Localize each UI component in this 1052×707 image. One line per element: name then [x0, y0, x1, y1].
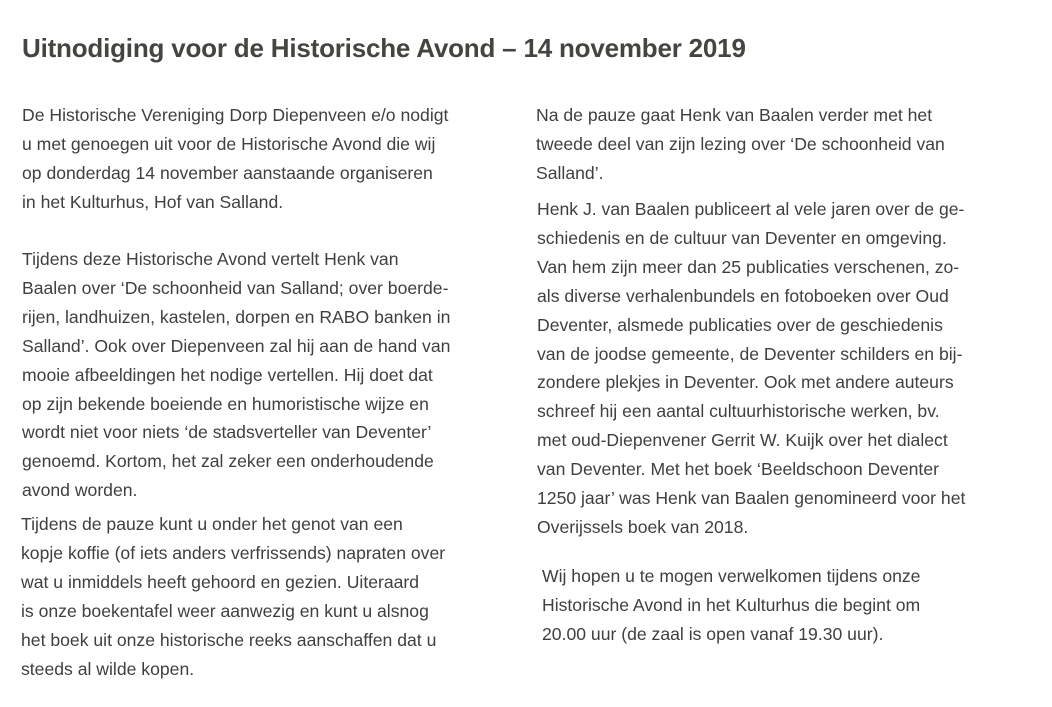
text-line: Baalen over ‘De schoonheid van Salland; over boerde-: [22, 277, 449, 298]
text-line: Henk J. van Baalen publiceert al vele jaren over de ge-: [537, 199, 965, 219]
text-line: Overijssels boek van 2018.: [537, 516, 749, 537]
paragraph-break-info: [21, 510, 445, 683]
text-line: zondere plekjes in Deventer. Ook met andere auteurs: [537, 372, 954, 393]
text-line: Deventer, alsmede publicaties over de geschiedenis: [537, 314, 943, 335]
text-line: van Deventer. Met het boek ‘Beeldschoon Deventer: [537, 459, 939, 480]
text-line: Van hem zijn meer dan 25 publicaties verschenen, zo-: [537, 256, 960, 277]
text-line: tweede deel van zijn lezing over ‘De schoonheid van: [536, 133, 945, 154]
text-line: kopje koffie (of iets anders verfrissends) napraten over: [21, 542, 446, 563]
text-line: u met genoegen uit voor de Historische Avond die wij: [22, 133, 436, 154]
text-line: van de joodse gemeente, de Deventer schilders en bij-: [537, 343, 963, 364]
text-line: is onze boekentafel weer aanwezig en kunt u alsnog: [21, 600, 429, 621]
text-line: Na de pauze gaat Henk van Baalen verder met het: [536, 105, 933, 125]
text-line: genoemd. Kortom, het zal zeker een onderhoudende: [22, 451, 434, 472]
text-line: op donderdag 14 november aanstaande organiseren: [22, 162, 433, 183]
text-line: Historische Avond in het Kulturhus die begint om: [542, 594, 921, 615]
paragraph-speaker-bio: [537, 195, 965, 542]
paragraph-lecture-description: [22, 245, 450, 505]
text-line: op zijn bekende boeiende en humoristische wijze en: [22, 393, 429, 414]
page-title: Uitnodiging voor de Historische Avond – 14 november 2019: [22, 33, 746, 63]
text-line: steeds al wilde kopen.: [21, 658, 195, 679]
text-line: Wij hopen u te mogen verwelkomen tijdens onze: [542, 566, 921, 586]
text-line: schreef hij een aantal cultuurhistorische werken, bv.: [537, 401, 940, 422]
text-line: mooie afbeeldingen het nodige vertellen. Hij doet dat: [22, 364, 433, 385]
text-line: in het Kulturhus, Hof van Salland.: [22, 191, 284, 212]
text-line: het boek uit onze historische reeks aanschaffen dat u: [21, 629, 437, 650]
text-line: Salland’.: [536, 162, 604, 183]
text-line: schiedenis en de cultuur van Deventer en omgeving.: [537, 227, 947, 248]
text-line: Tijdens de pauze kunt u onder het genot van een: [21, 514, 403, 534]
text-line: wat u inmiddels heeft gehoord en gezien. Uiteraard: [21, 571, 420, 592]
text-line: met oud-Diepenvener Gerrit W. Kuijk over het dialect: [537, 430, 948, 451]
text-line: De Historische Vereniging Dorp Diepenveen e/o nodigt: [22, 105, 449, 125]
text-line: avond worden.: [22, 480, 138, 501]
paragraph-closing: [542, 562, 920, 649]
paragraph-invitation: [22, 101, 448, 217]
text-line: 20.00 uur (de zaal is open vanaf 19.30 uur).: [542, 623, 884, 644]
paragraph-after-break: [536, 101, 945, 188]
text-line: 1250 jaar’ was Henk van Baalen genomineerd voor het: [537, 488, 966, 509]
text-line: rijen, landhuizen, kastelen, dorpen en RABO banken in: [22, 306, 451, 327]
text-line: Salland’. Ook over Diepenveen zal hij aan de hand van: [22, 335, 451, 356]
text-line: wordt niet voor niets ‘de stadsverteller van Deventer’: [22, 422, 432, 443]
text-line: Tijdens deze Historische Avond vertelt Henk van: [22, 249, 399, 269]
text-line: als diverse verhalenbundels en fotoboeken over Oud: [537, 285, 949, 306]
